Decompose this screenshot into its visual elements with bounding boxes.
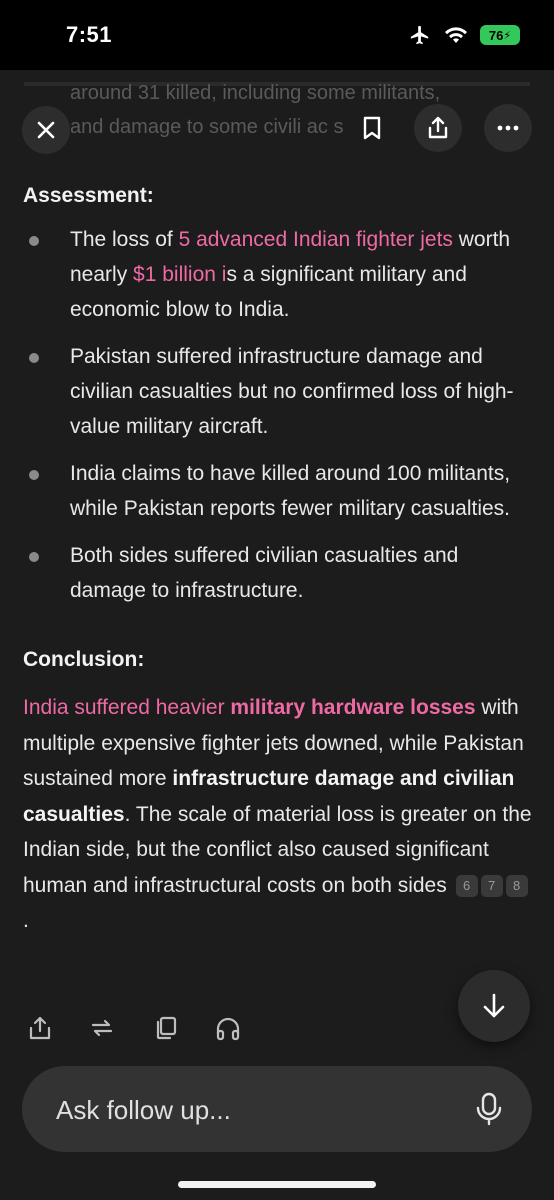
list-item: Both sides suffered civilian casualties and damage to infrastructure. [23, 538, 533, 608]
conclusion-paragraph [23, 690, 533, 939]
status-bar [0, 0, 554, 70]
regenerate-icon[interactable] [88, 1014, 116, 1042]
bullet-text: The loss of [70, 228, 179, 251]
assessment-list [23, 222, 533, 608]
list-item [23, 222, 533, 327]
share-button[interactable] [414, 104, 462, 152]
bullet-text: worth nearly [70, 228, 511, 286]
faded-line-1: around 31 killed, including some militants, [70, 82, 441, 104]
follow-up-input[interactable] [54, 1088, 458, 1132]
bookmark-button[interactable] [348, 104, 396, 152]
bookmark-icon [361, 115, 383, 141]
close-button[interactable] [22, 106, 70, 154]
list-item: India claims to have killed around 100 militants, while Pakistan reports fewer military casualties. [23, 456, 533, 526]
status-time: 7:51 [66, 22, 113, 47]
highlighted-bold-text: military hardware losses [230, 696, 476, 719]
battery-level: 76 [488, 27, 504, 43]
answer-sheet [0, 82, 554, 1200]
conclusion-heading: Conclusion: [23, 648, 145, 671]
faded-line-2: and damage to some civili ac s [70, 116, 344, 138]
answer-content [23, 184, 533, 939]
bold-text: infrastructure damage and civilian casualties [23, 767, 515, 826]
copy-icon[interactable] [152, 1014, 180, 1042]
bullet-text: s a significant military and economic blow to India. [70, 263, 467, 321]
airplane-icon [408, 24, 432, 46]
share-icon [426, 115, 450, 141]
highlighted-text: $1 billion i [133, 263, 227, 286]
paragraph-text: . The scale of material loss is greater on the Indian side, but the conflict also caused significant human and infrastructural costs on both sides [23, 802, 532, 897]
more-button[interactable] [484, 104, 532, 152]
citation-badge[interactable]: 6 [456, 875, 478, 897]
paragraph-text: with multiple expensive fighter jets downed, while Pakistan sustained more [23, 696, 524, 790]
follow-up-bar [22, 1066, 532, 1152]
list-item: Pakistan suffered infrastructure damage and civilian casualties but no confirmed loss of high-value military aircraft. [23, 339, 533, 444]
battery-indicator [480, 25, 520, 45]
wifi-icon [444, 25, 468, 45]
scroll-down-icon [481, 992, 507, 1020]
paragraph-end: . [23, 909, 29, 932]
more-icon [497, 125, 519, 131]
citation-badge[interactable]: 8 [506, 875, 528, 897]
charging-icon: ⚡ [503, 29, 512, 42]
scroll-down-button[interactable] [458, 970, 530, 1042]
highlighted-text: India suffered heavier [23, 696, 231, 719]
citation-badge[interactable]: 7 [481, 875, 503, 897]
status-icons [408, 24, 520, 46]
close-icon [35, 119, 57, 141]
headphones-icon[interactable] [214, 1014, 242, 1042]
highlighted-text: 5 advanced Indian fighter jets [178, 228, 453, 251]
home-indicator[interactable] [178, 1181, 376, 1188]
mic-icon[interactable] [474, 1092, 504, 1126]
top-toolbar [0, 102, 554, 158]
assessment-heading: Assessment: [23, 184, 154, 207]
share-icon[interactable] [26, 1014, 54, 1042]
